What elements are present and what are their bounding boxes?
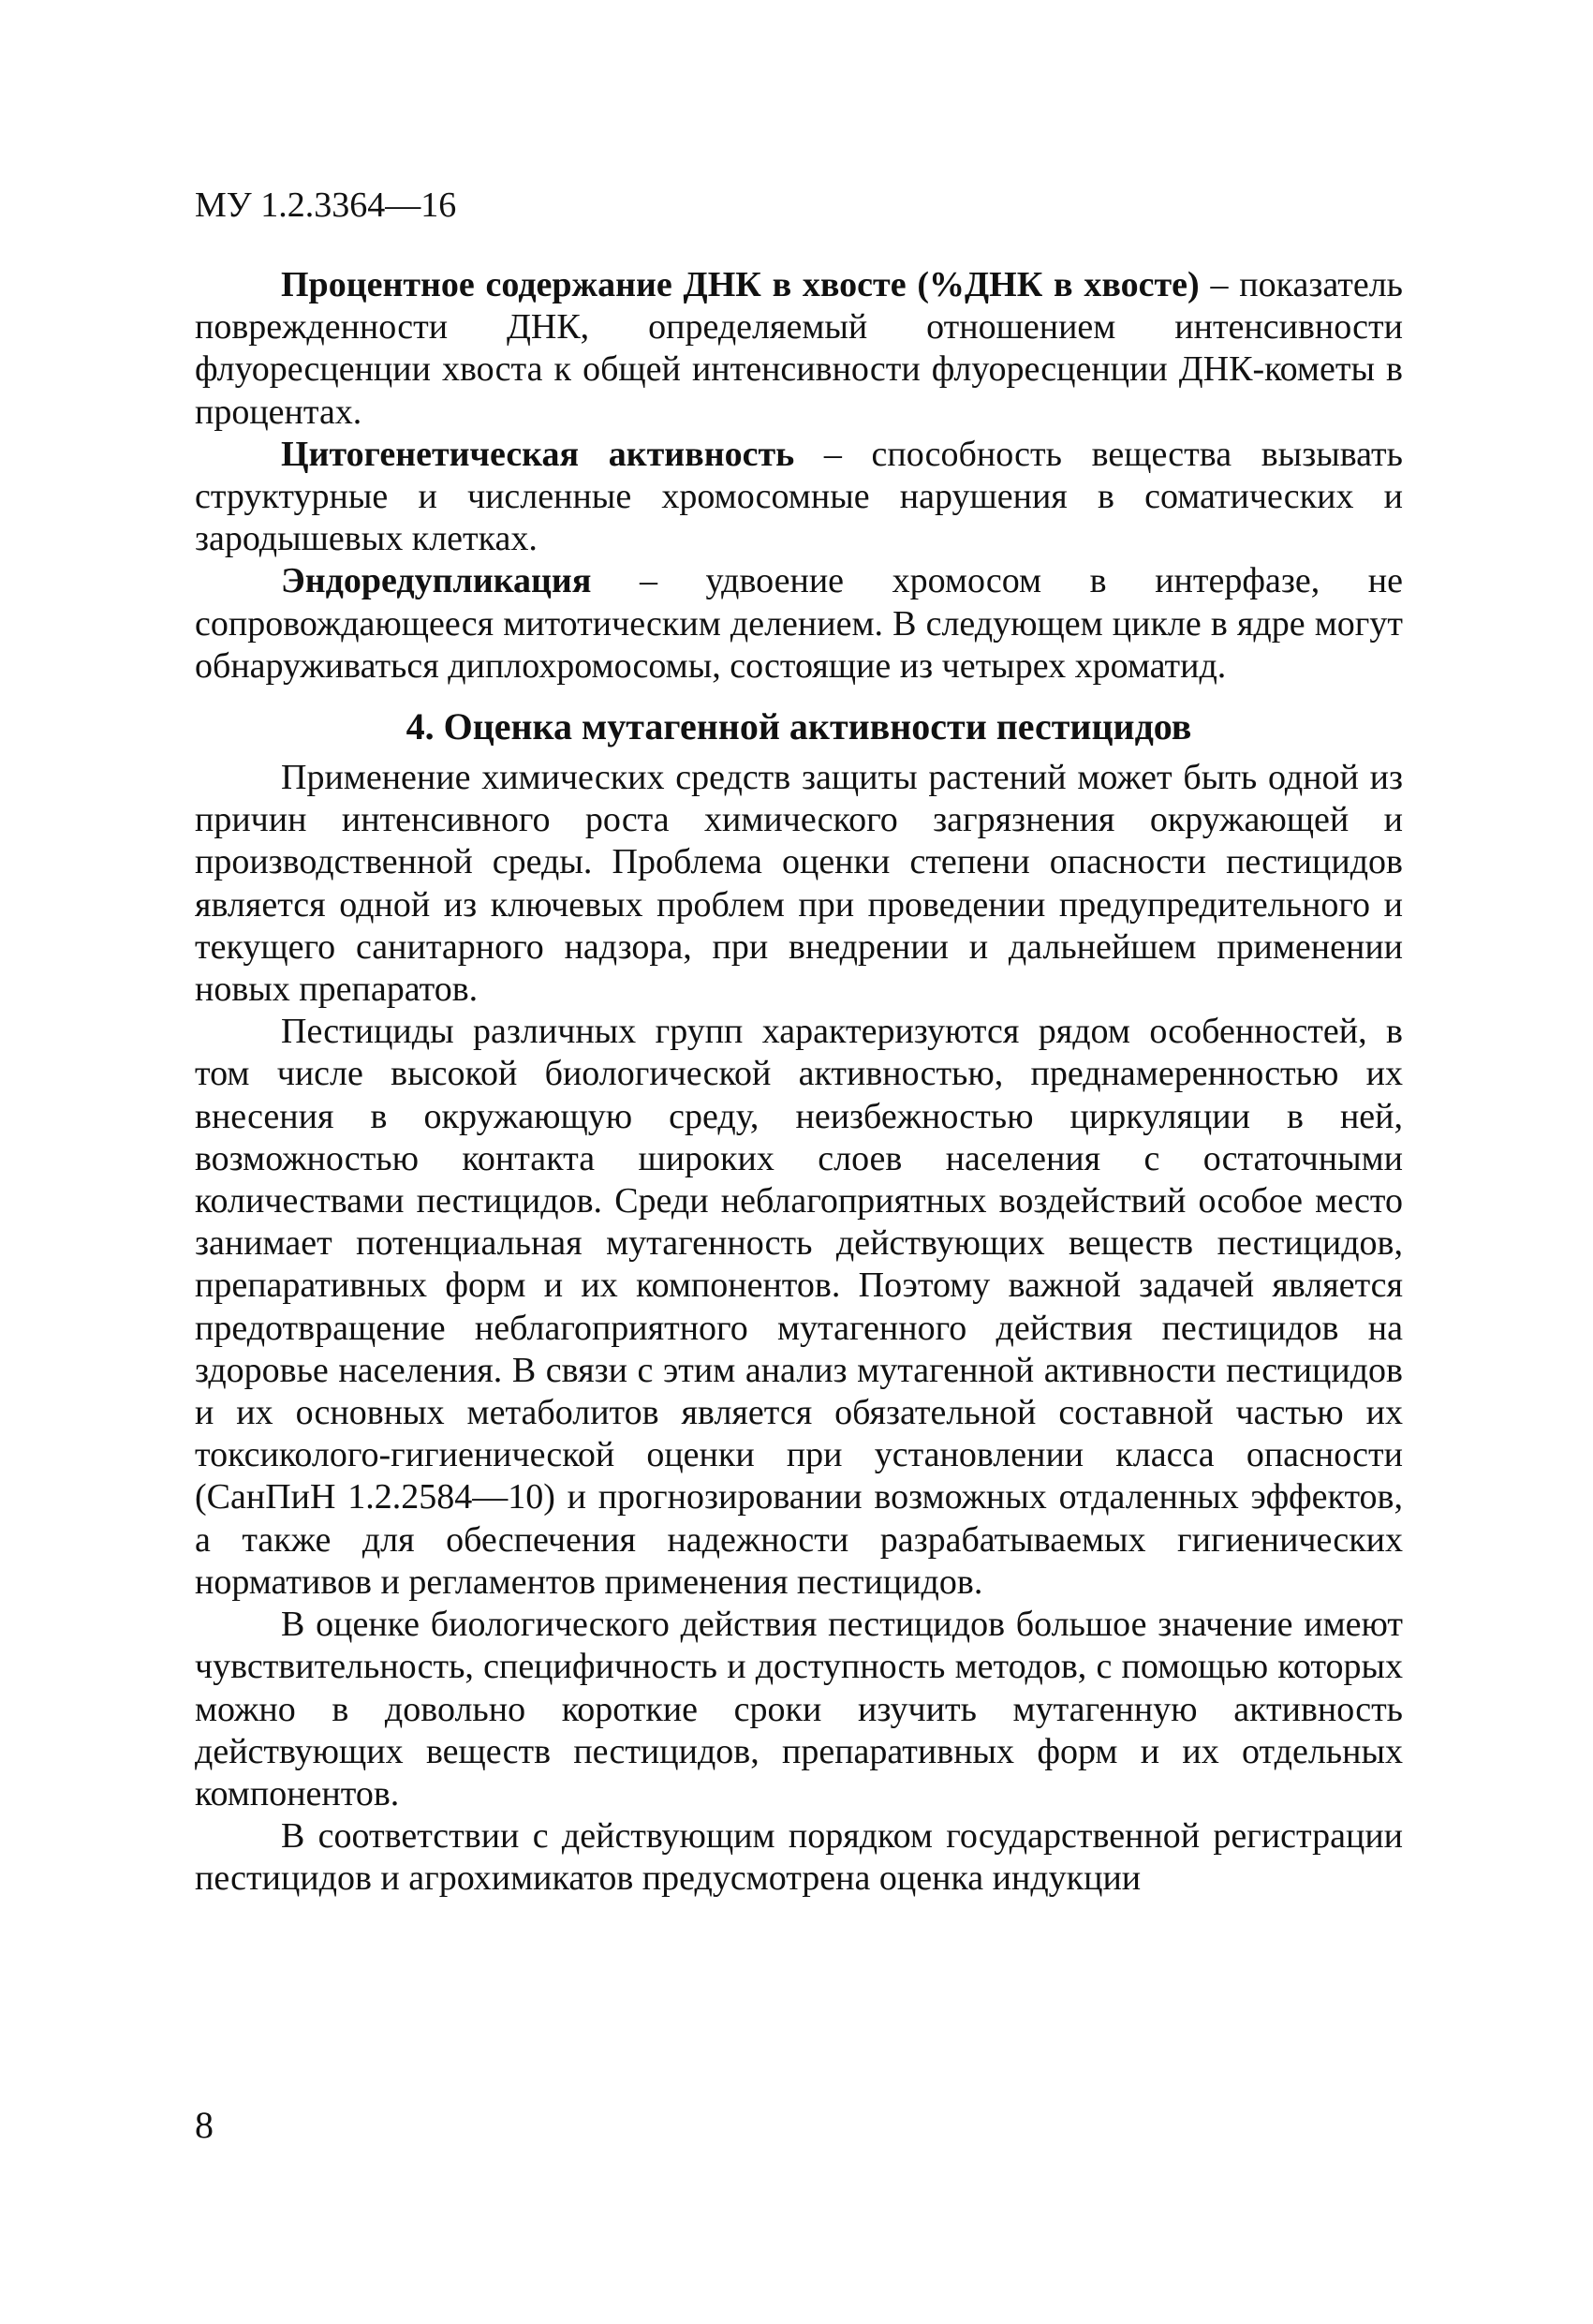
section-heading: 4. Оценка мутагенной активности пестицидов [406,705,1192,748]
definition-text: – способность вещества вызывать структурные и численные хромосомные нарушения в соматических и зародышевых клетках. [195,434,1403,559]
body-paragraph: В соответствии с действующим порядком государственной регистрации пестицидов и агрохимикатов предусмотрена оценка индукции [195,1816,1403,1899]
body-paragraph: Пестициды различных групп характеризуются рядом особенностей, в том числе высокой биологической активностью, преднамеренностью их внесения в окружающую среду, неизбежностью циркуляции в ней, возможностью контакта широких слоев населения с остаточными количествами пестицидов. Среди неблагоприятных воздействий особое место занимает потенциальная мутагенность действующих веществ пестицидов, препаративных форм и их компонентов. Поэтому важной задачей является предотвращение неблагоприятного мутагенного действия пестицидов на здоровье населения. В связи с этим анализ мутагенной активности пестицидов и их основных метаболитов является обязательной составной частью их токсиколого-гигиенической оценки при установлении класса опасности (СанПиН 1.2.2584—10) и прогнозировании возможных отдаленных эффектов, а также для обеспечения надежности разрабатываемых гигиенических нормативов и регламентов применения пестицидов. [195,1012,1403,1602]
body-paragraph: В оценке биологического действия пестицидов большое значение имеют чувствительность, специфичность и доступность методов, с помощью которых можно в довольно короткие сроки изучить мутагенную активность действующих веществ пестицидов, препаративных форм и их отдельных компонентов. [195,1605,1403,1813]
definition-dna-tail-percent [195,264,1403,434]
body-paragraph: Применение химических средств защиты растений может быть одной из причин интенсивного роста химического загрязнения окружающей и производственной среды. Проблема оценки степени опасности пестицидов является одной из ключевых проблем при проведении предупредительного и текущего санитарного надзора, при внедрении и дальнейшем применении новых препаратов. [195,758,1403,1010]
page-body [195,264,1403,1901]
document-code: МУ 1.2.3364—16 [195,185,457,225]
definition-text: – удвоение хромосом в интерфазе, не сопровождающееся митотическим делением. В следующем цикле в ядре могут обнаруживаться диплохромосомы, состоящие из четырех хроматид. [195,561,1403,686]
definition-cytogenetic-activity [195,434,1403,561]
definition-term: Эндоредупликация [281,561,592,601]
definition-term: Процентное содержание ДНК в хвосте (%ДНК в хвосте) [281,265,1200,304]
definition-endoreduplication [195,560,1403,688]
definition-text: – показатель поврежденности ДНК, определяемый отношением интенсивности флуоресценции хвоста к общей интенсивности флуоресценции ДНК-кометы в процентах. [195,265,1403,432]
definition-term: Цитогенетическая активность [281,434,795,474]
page-number: 8 [195,2104,214,2146]
